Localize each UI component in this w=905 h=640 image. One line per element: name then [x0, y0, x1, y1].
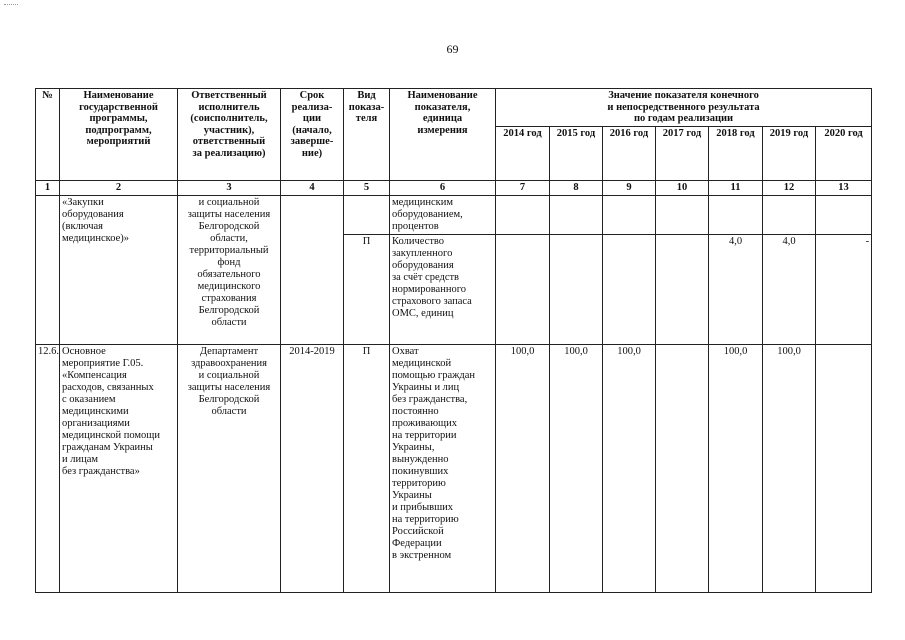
executor-cell: и социальной защиты населения Белгородской области, территориальный фонд обязательного медицинского страхования Белгородской области: [178, 195, 281, 344]
column-number-row: [36, 180, 872, 195]
term-cell: [281, 195, 344, 344]
column-number: 2: [60, 180, 178, 195]
table-row: [36, 344, 872, 592]
value-cell: 100,0: [709, 344, 763, 592]
header-executor: Ответственный исполнитель (соисполнитель, участник), ответственный за реализацию): [178, 89, 281, 181]
value-cell: [709, 195, 763, 234]
value-cell: [656, 234, 709, 344]
value-cell: [816, 344, 872, 592]
column-number: 4: [281, 180, 344, 195]
indicator-type-cell: [344, 195, 390, 234]
indicator-name-cell: медицинским оборудованием, процентов: [390, 195, 496, 234]
value-cell: 100,0: [496, 344, 550, 592]
value-cell: [496, 234, 550, 344]
column-number: 3: [178, 180, 281, 195]
executor-cell: Департамент здравоохранения и социальной защиты населения Белгородской области: [178, 344, 281, 592]
column-number: 10: [656, 180, 709, 195]
indicator-name-cell: Охват медицинской помощью граждан Украины и лиц без гражданства, постоянно проживающих на территории Украины, вынужденно покинувших территорию Украины и прибывших на территорию Российской Федерации в экстренном: [390, 344, 496, 592]
value-cell: [603, 195, 656, 234]
row-number: 12.6.: [36, 344, 60, 592]
value-cell: [550, 234, 603, 344]
header-no: №: [36, 89, 60, 181]
column-number: 11: [709, 180, 763, 195]
program-name-cell: «Закупки оборудования (включая медицинское)»: [60, 195, 178, 344]
column-number: 7: [496, 180, 550, 195]
value-cell: 4,0: [709, 234, 763, 344]
value-cell: 100,0: [603, 344, 656, 592]
indicator-type-cell: П: [344, 344, 390, 592]
value-cell: [656, 344, 709, 592]
header-row: [36, 89, 872, 127]
value-cell: [496, 195, 550, 234]
header-year: 2019 год: [763, 126, 816, 180]
header-indicator-type: Вид показа- теля: [344, 89, 390, 181]
row-number: [36, 195, 60, 344]
header-year: 2015 год: [550, 126, 603, 180]
table-row: [36, 195, 872, 234]
value-cell: [656, 195, 709, 234]
column-number: 13: [816, 180, 872, 195]
program-name-cell: Основное мероприятие Г.05. «Компенсация расходов, связанных с оказанием медицинскими организациями медицинской помощи гражданам Украины и лицам без гражданства»: [60, 344, 178, 592]
header-year: 2020 год: [816, 126, 872, 180]
page-number: 69: [446, 42, 459, 56]
column-number: 5: [344, 180, 390, 195]
value-cell: 4,0: [763, 234, 816, 344]
header-year: 2017 год: [656, 126, 709, 180]
value-cell: -: [816, 234, 872, 344]
value-cell: 100,0: [763, 344, 816, 592]
header-year: 2014 год: [496, 126, 550, 180]
header-term: Срок реализа- ции (начало, заверше- ние): [281, 89, 344, 181]
value-cell: 100,0: [550, 344, 603, 592]
indicators-table: [35, 88, 872, 593]
value-cell: [603, 234, 656, 344]
column-number: 9: [603, 180, 656, 195]
value-cell: [763, 195, 816, 234]
column-number: 6: [390, 180, 496, 195]
header-year: 2016 год: [603, 126, 656, 180]
header-values-group: Значение показателя конечного и непосредственного результата по годам реализации: [496, 89, 872, 127]
header-program-name: Наименование государственной программы, подпрограмм, мероприятий: [60, 89, 178, 181]
indicator-type-cell: П: [344, 234, 390, 344]
indicator-name-cell: Количество закупленного оборудования за счёт средств нормированного страхового запаса ОМС, единиц: [390, 234, 496, 344]
header-indicator-name: Наименование показателя, единица измерения: [390, 89, 496, 181]
column-number: 12: [763, 180, 816, 195]
column-number: 8: [550, 180, 603, 195]
value-cell: [816, 195, 872, 234]
scan-artifact: [4, 4, 18, 13]
value-cell: [550, 195, 603, 234]
column-number: 1: [36, 180, 60, 195]
header-year: 2018 год: [709, 126, 763, 180]
term-cell: 2014-2019: [281, 344, 344, 592]
